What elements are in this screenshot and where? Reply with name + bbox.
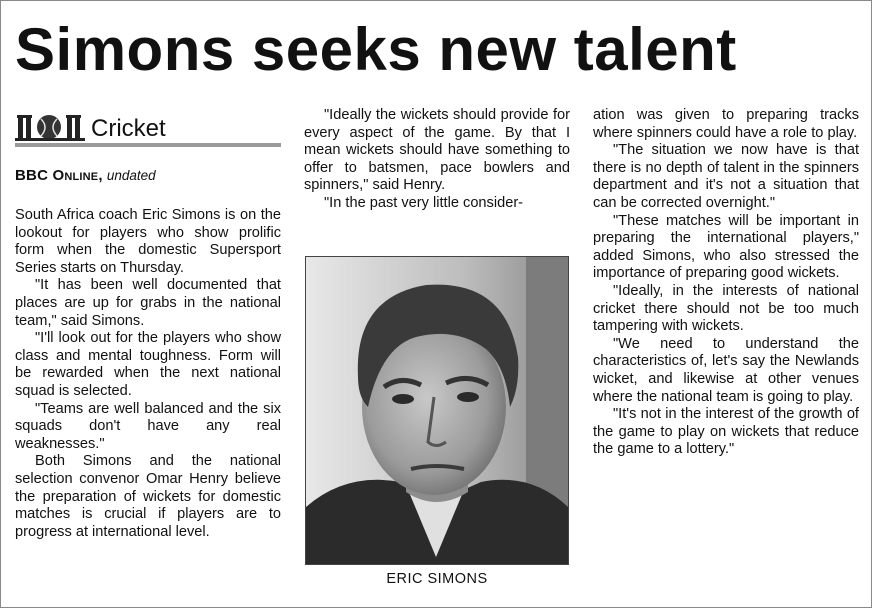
section-title: Cricket [91, 115, 166, 142]
portrait-photo [305, 256, 569, 565]
cricket-logo-icon [15, 109, 85, 141]
paragraph: South Africa coach Eric Simons is on the lookout for players who show prolific form when the domestic Supersport Series starts on Thursday. [15, 207, 281, 276]
paragraph: "These matches will be important in preparing the international players," added Simons, who also stressed the importance of preparing good wickets. [593, 212, 859, 282]
section-header [15, 105, 281, 149]
paragraph: "Teams are well balanced and the six squads don't have any real weaknesses." [15, 400, 281, 452]
source-line [15, 167, 281, 185]
paragraph: "In the past very little consider- [324, 194, 524, 211]
photo-caption: ERIC SIMONS [386, 571, 488, 587]
article-column-3 [593, 107, 859, 459]
paragraph: "It's not in the interest of the growth of the game to play on wickets that reduce the game to a lottery." [593, 406, 859, 458]
source-date: undated [106, 168, 156, 183]
paragraph: "We need to understand the characteristics of, let's say the Newlands wicket, and likewise at other venues where the national team is going to play. [593, 335, 859, 405]
headline: Simons seeks new talent [15, 16, 737, 83]
paragraph: "I'll look out for the players who show class and mental toughness. Form will be rewarded when the next national squad is selected. [15, 330, 281, 399]
paragraph: ation was given to preparing tracks where spinners could have a role to play. [593, 107, 859, 141]
article-column-1 [15, 207, 281, 541]
paragraph: Both Simons and the national selection convenor Omar Henry believe the preparation of wickets for domestic matches is crucial if players are to progress at international level. [15, 453, 281, 540]
paragraph: "The situation we now have is that there is no depth of talent in the spinners department and it's not a situation that can be corrected overnight." [593, 142, 859, 211]
paragraph: "Ideally, in the interests of national cricket there should not be too much tampering with wickets. [593, 282, 859, 335]
paragraph: "It has been well documented that places are up for grabs in the national team," said Simons. [15, 277, 281, 329]
article-column-2 [304, 107, 570, 213]
source-name: BBC Online, [15, 167, 103, 184]
section-divider [15, 143, 281, 147]
paragraph: "Ideally the wickets should provide for every aspect of the game. By that I mean wickets should have something to offer to batsmen, pace bowlers and spinners," said Henry. [304, 107, 570, 194]
